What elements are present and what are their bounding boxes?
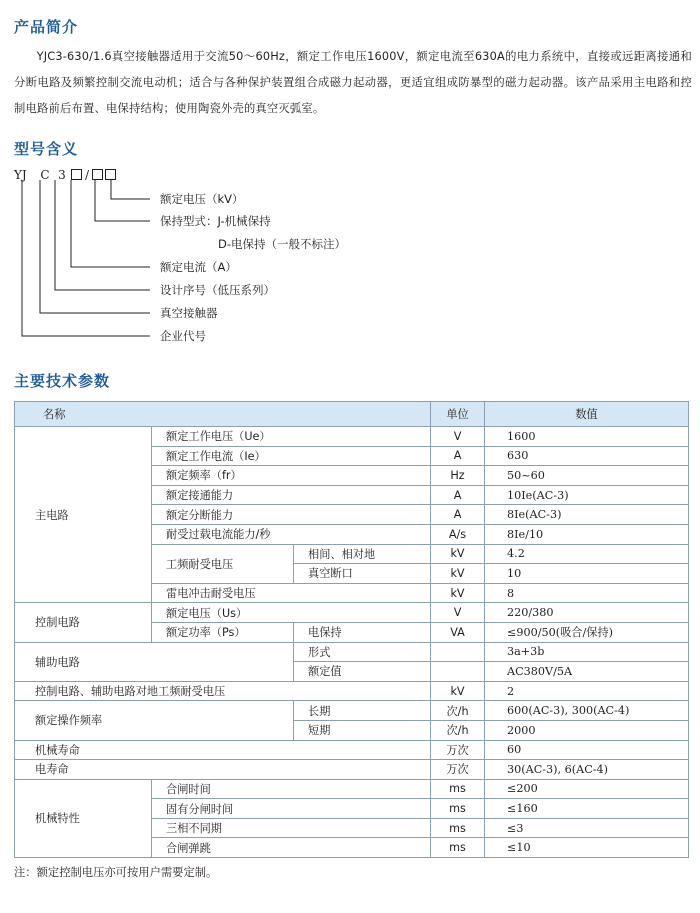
row-unit: 万次 — [431, 760, 485, 780]
row-unit: A — [431, 485, 485, 505]
model-code-3: 3 — [58, 168, 66, 182]
row-sublabel: 额定值 — [294, 662, 431, 682]
row-value: 60 — [485, 740, 689, 760]
row-unit: ms — [431, 838, 485, 858]
row-sublabel: 真空断口 — [294, 564, 431, 584]
row-label: 额定电压（Us） — [152, 603, 431, 623]
row-unit — [431, 662, 485, 682]
model-code-slash: / — [84, 168, 90, 182]
row-unit: 次/h — [431, 701, 485, 721]
row-unit: ms — [431, 779, 485, 799]
params-title: 主要技术参数 — [14, 372, 111, 390]
row-sublabel: 长期 — [294, 701, 431, 721]
row-label: 电寿命 — [15, 760, 431, 780]
row-label: 固有分闸时间 — [152, 799, 431, 819]
group-mechanical: 机械特性 — [15, 779, 152, 857]
model-box-current — [71, 169, 82, 180]
params-table — [14, 401, 689, 858]
row-label: 额定工作电流（Ie） — [152, 446, 431, 466]
model-label-company: 企业代号 — [160, 329, 206, 343]
row-sublabel: 相间、相对地 — [294, 544, 431, 564]
intro-title: 产品简介 — [14, 18, 79, 36]
model-code — [14, 168, 117, 182]
row-value: 10Ie(AC-3) — [485, 485, 689, 505]
row-label: 机械寿命 — [15, 740, 431, 760]
row-value: ≤10 — [485, 838, 689, 858]
row-label: 合闸弹跳 — [152, 838, 431, 858]
table-row — [15, 760, 689, 780]
row-value: 600(AC-3), 300(AC-4) — [485, 701, 689, 721]
row-value: ≤900/50(吸合/保持) — [485, 622, 689, 642]
table-row — [15, 681, 689, 701]
row-unit: V — [431, 603, 485, 623]
model-label-hold-elec: D-电保持（一般不标注） — [218, 237, 347, 251]
row-value: 8 — [485, 583, 689, 603]
row-value: 8Ie/10 — [485, 524, 689, 544]
row-label: 额定频率（fr） — [152, 466, 431, 486]
row-value: 8Ie(AC-3) — [485, 505, 689, 525]
row-unit: kV — [431, 564, 485, 584]
row-value: ≤3 — [485, 818, 689, 838]
row-unit: A — [431, 505, 485, 525]
model-label-voltage: 额定电压（kV） — [160, 192, 244, 206]
table-row — [15, 427, 689, 447]
row-unit: 万次 — [431, 740, 485, 760]
row-label: 雷电冲击耐受电压 — [152, 583, 431, 603]
group-aux-circuit: 辅助电路 — [15, 642, 294, 681]
row-value: 50~60 — [485, 466, 689, 486]
row-value: AC380V/5A — [485, 662, 689, 682]
footnote: 注：额定控制电压亦可按用户需要定制。 — [14, 866, 218, 879]
row-value: 3a+3b — [485, 642, 689, 662]
row-label: 额定分断能力 — [152, 505, 431, 525]
row-unit — [431, 642, 485, 662]
row-unit: 次/h — [431, 720, 485, 740]
model-label-series: 设计序号（低压系列） — [160, 283, 275, 297]
row-sublabel: 形式 — [294, 642, 431, 662]
group-main-circuit: 主电路 — [15, 427, 152, 603]
header-value: 数值 — [485, 402, 689, 427]
row-unit: V — [431, 427, 485, 447]
header-name: 名称 — [15, 402, 431, 427]
row-unit: A/s — [431, 524, 485, 544]
table-row — [15, 642, 689, 662]
row-unit: kV — [431, 544, 485, 564]
row-label: 额定工作电压（Ue） — [152, 427, 431, 447]
row-value: 4.2 — [485, 544, 689, 564]
row-value: 630 — [485, 446, 689, 466]
row-label: 三相不同期 — [152, 818, 431, 838]
row-unit: VA — [431, 622, 485, 642]
row-value: ≤200 — [485, 779, 689, 799]
row-unit: ms — [431, 818, 485, 838]
model-label-hold-mech: 保持型式：J-机械保持 — [160, 214, 271, 228]
model-box-voltage — [105, 169, 116, 180]
table-row — [15, 603, 689, 623]
table-row — [15, 701, 689, 721]
row-unit: ms — [431, 799, 485, 819]
row-unit: kV — [431, 583, 485, 603]
row-unit: kV — [431, 681, 485, 701]
model-box-hold — [92, 169, 103, 180]
model-label-current: 额定电流（A） — [160, 260, 237, 274]
row-unit: Hz — [431, 466, 485, 486]
header-unit: 单位 — [431, 402, 485, 427]
table-row — [15, 740, 689, 760]
model-label-vacuum: 真空接触器 — [160, 306, 218, 320]
row-value: 220/380 — [485, 603, 689, 623]
row-value: 2000 — [485, 720, 689, 740]
group-control-circuit: 控制电路 — [15, 603, 152, 642]
model-code-yj: YJ — [14, 168, 27, 182]
row-sublabel: 电保持 — [294, 622, 431, 642]
row-value: 30(AC-3), 6(AC-4) — [485, 760, 689, 780]
row-value: 10 — [485, 564, 689, 584]
row-unit: A — [431, 446, 485, 466]
row-label: 控制电路、辅助电路对地工频耐受电压 — [15, 681, 431, 701]
row-label: 工频耐受电压 — [152, 544, 294, 583]
table-row — [15, 779, 689, 799]
row-sublabel: 短期 — [294, 720, 431, 740]
model-title: 型号含义 — [14, 140, 79, 158]
group-operating-frequency: 额定操作频率 — [15, 701, 294, 740]
model-code-c: C — [40, 168, 50, 182]
row-value: 2 — [485, 681, 689, 701]
row-label: 额定接通能力 — [152, 485, 431, 505]
row-value: 1600 — [485, 427, 689, 447]
row-label: 合闸时间 — [152, 779, 431, 799]
intro-text: YJC3-630/1.6真空接触器适用于交流50～60Hz，额定工作电压1600V，额定电流至630A的电力系统中，直接或远距离接通和分断电路及频繁控制交流电动机；适合与各种保护装置组合成磁力起动器，更适宜组成防暴型的磁力起动器。该产品采用主电路和控制电路前后布置、电保持结构；使用陶瓷外壳的真空灭弧室。 — [14, 50, 692, 115]
row-label: 耐受过载电流能力/秒 — [152, 524, 431, 544]
table-header-row — [15, 402, 689, 427]
row-value: ≤160 — [485, 799, 689, 819]
row-label: 额定功率（Ps） — [152, 622, 294, 642]
